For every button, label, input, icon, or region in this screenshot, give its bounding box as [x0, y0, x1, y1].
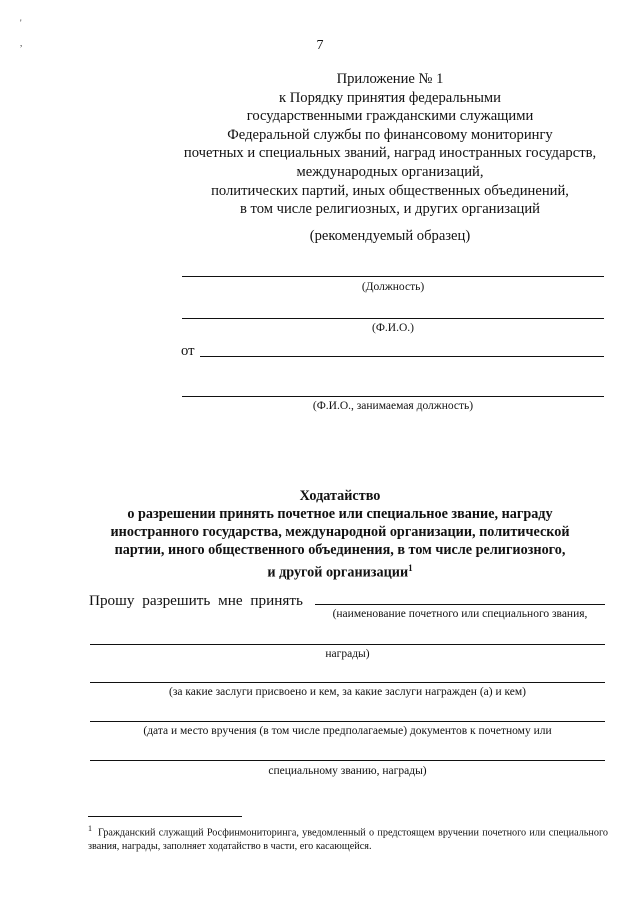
appendix-line: почетных и специальных званий, наград иностранных государств,	[183, 145, 597, 162]
ceremony-continued-field-line[interactable]	[90, 760, 605, 761]
fio-caption: (Ф.И.О.)	[372, 322, 414, 334]
position-field-line[interactable]	[182, 276, 604, 277]
appendix-header	[150, 70, 630, 219]
appendix-line: международных организаций,	[296, 163, 484, 180]
merits-caption: (за какие заслуги присвоено и кем, за какие заслуги награжден (а) и кем)	[168, 686, 526, 698]
footnote-reference: 1	[408, 563, 413, 573]
petition-title-line: о разрешении принять почетное или специальное звание, награду	[127, 506, 553, 522]
petition-title-last-line	[70, 559, 610, 582]
appendix-line: Приложение № 1	[336, 71, 444, 87]
fio-position-caption: (Ф.И.О., занимаемая должность)	[312, 400, 474, 412]
footnote-text: Гражданский служащий Росфинмониторинга, уведомленный о предстоящем вручении почетного или специального звания, награды, заполняет ходатайство в части, его касающейся.	[88, 827, 608, 853]
award-caption: награды)	[325, 648, 370, 660]
appendix-line: государственными гражданскими служащими	[246, 108, 534, 125]
footnote-marker: 1	[88, 824, 92, 833]
award-name-caption: (наименование почетного или специального звания,	[332, 608, 588, 620]
footnote-separator	[88, 816, 242, 817]
petition-title-line: партии, иного общественного объединения, в том числе религиозного,	[114, 542, 566, 558]
ceremony-field-line[interactable]	[90, 721, 605, 722]
recommended-sample-label: (рекомендуемый образец)	[309, 228, 471, 244]
fio-position-field-line[interactable]	[182, 396, 604, 397]
request-text: Прошу разрешить мне принять	[89, 592, 303, 609]
position-caption: (Должность)	[361, 281, 425, 293]
page-number: 7	[316, 38, 324, 53]
petition-title-line: иностранного государства, международной организации, политической	[110, 524, 570, 540]
ceremony-caption: (дата и место вручения (в том числе предполагаемые) документов к почетному или	[143, 725, 552, 737]
petition-title-line: и другой организации	[267, 564, 409, 581]
appendix-line: в том числе религиозных, и других организаций	[240, 201, 540, 218]
merits-field-line[interactable]	[90, 682, 605, 683]
fio-field-line[interactable]	[182, 318, 604, 319]
appendix-line: Федеральной службы по финансовому мониторингу	[227, 126, 553, 143]
award-field-line[interactable]	[90, 644, 605, 645]
petition-title	[70, 487, 610, 582]
award-name-field-line[interactable]	[315, 604, 605, 605]
from-field-line[interactable]	[200, 356, 604, 357]
scan-speck-marks: ' ,	[20, 18, 27, 48]
appendix-line: к Порядку принятия федеральными	[279, 89, 501, 106]
ceremony-continued-caption: специальному званию, награды)	[268, 765, 427, 777]
petition-heading: Ходатайство	[299, 488, 381, 504]
from-label: от	[181, 343, 195, 359]
appendix-line: политических партий, иных общественных объединений,	[211, 182, 569, 199]
footnote	[88, 822, 608, 854]
